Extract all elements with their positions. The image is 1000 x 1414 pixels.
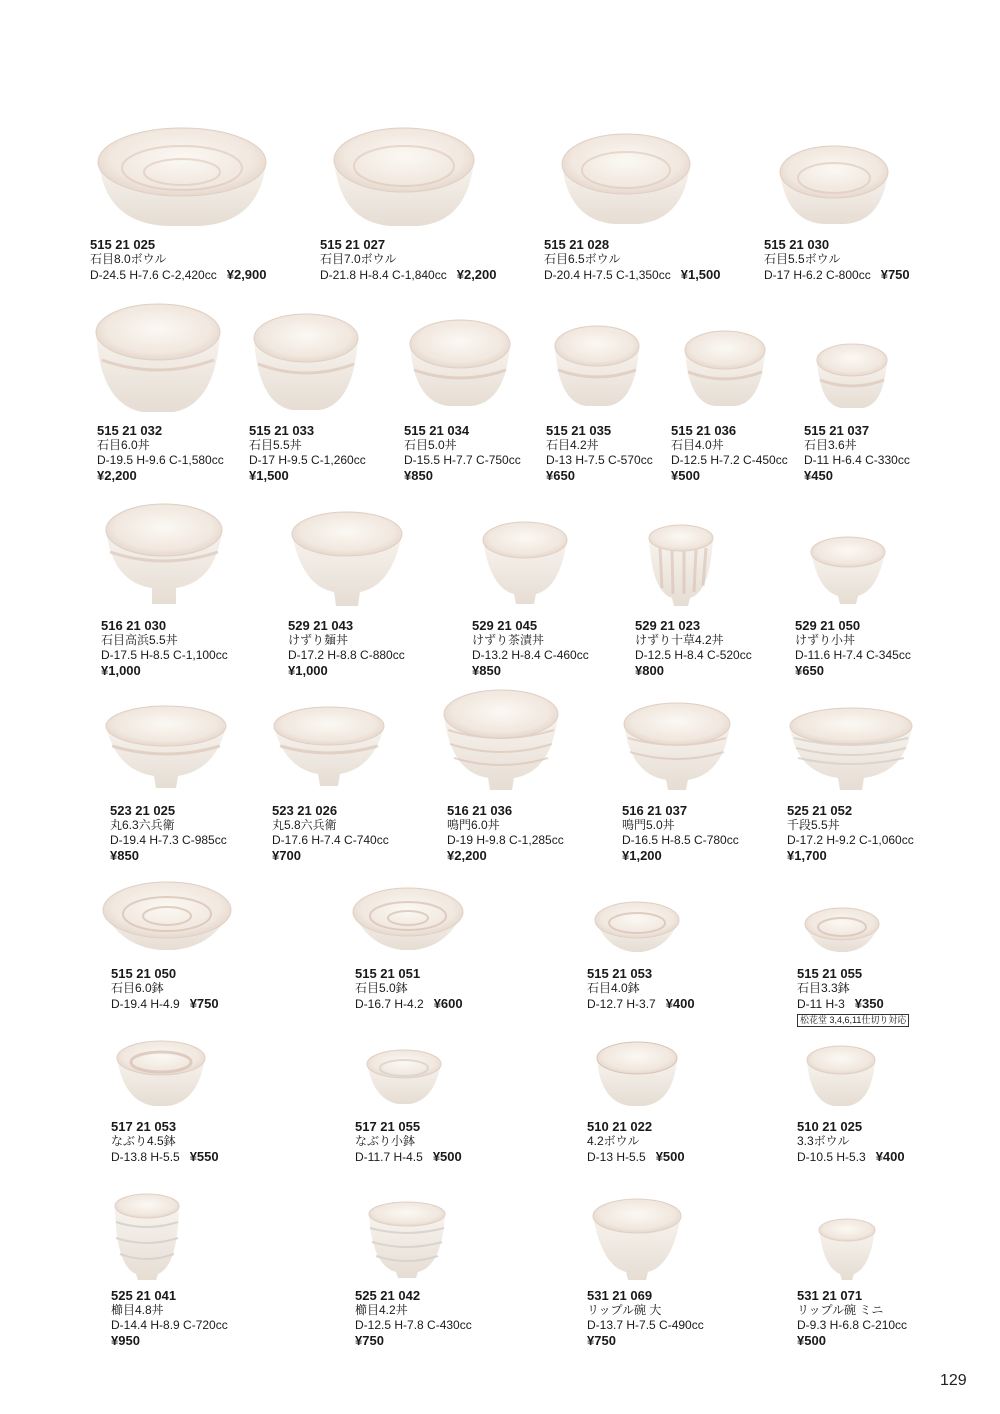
- product-name: 櫛目4.2丼: [355, 1303, 408, 1317]
- product-price: ¥650: [546, 468, 575, 483]
- product-dims: D-11.6 H-7.4 C-345cc: [795, 648, 911, 662]
- product-code: 529 21 045: [472, 618, 538, 633]
- product-name: 石目6.0鉢: [111, 981, 164, 995]
- product-name: 千段5.5丼: [787, 818, 840, 832]
- product-price: ¥450: [804, 468, 833, 483]
- product-dims: D-19.4 H-7.3 C-985cc: [110, 833, 227, 847]
- product-dims: D-17.5 H-8.5 C-1,100cc: [101, 648, 228, 662]
- product-name: けずり十草4.2丼: [635, 633, 724, 647]
- product-dims: D-19.5 H-9.6 C-1,580cc: [97, 453, 224, 467]
- product-price: ¥500: [671, 468, 700, 483]
- product-name: リップル碗 ミニ: [797, 1303, 884, 1317]
- product-code: 529 21 043: [288, 618, 354, 633]
- product-code: 515 21 028: [544, 237, 610, 252]
- product-price: ¥700: [272, 848, 301, 863]
- product-name: 石目3.6丼: [804, 438, 857, 452]
- product-price: ¥500: [797, 1333, 826, 1348]
- product-price: ¥750: [880, 267, 910, 282]
- product-code: 531 21 069: [587, 1288, 653, 1303]
- product-code: 529 21 023: [635, 618, 701, 633]
- product-dims: D-24.5 H-7.6 C-2,420cc: [90, 268, 217, 282]
- product-price: ¥750: [587, 1333, 616, 1348]
- product-name: なぶり4.5鉢: [111, 1134, 176, 1148]
- product-name: けずり小丼: [795, 633, 856, 647]
- product-dims: D-17.2 H-9.2 C-1,060cc: [787, 833, 914, 847]
- bowl-image: [646, 522, 716, 608]
- product-price: ¥400: [875, 1149, 905, 1164]
- bowl-image: [330, 118, 478, 230]
- product-dims: D-17 H-6.2 C-800cc: [764, 268, 871, 282]
- bowl-image: [802, 906, 882, 956]
- product-name: 丸5.8六兵衛: [272, 818, 337, 832]
- product-name: 3.3ボウル: [797, 1134, 850, 1148]
- product-dims: D-15.5 H-7.7 C-750cc: [404, 453, 521, 467]
- product-code: 515 21 033: [249, 423, 315, 438]
- bowl-image: [95, 122, 270, 232]
- product-code: 515 21 037: [804, 423, 870, 438]
- product-code: 523 21 026: [272, 803, 338, 818]
- product-code: 516 21 030: [101, 618, 167, 633]
- product-price: ¥2,900: [226, 267, 267, 282]
- product-dims: D-13.2 H-8.4 C-460cc: [472, 648, 589, 662]
- product-name: 櫛目4.8丼: [111, 1303, 164, 1317]
- product-name: 石目5.0鉢: [355, 981, 408, 995]
- product-dims: D-19 H-9.8 C-1,285cc: [447, 833, 564, 847]
- product-name: 石目8.0ボウル: [90, 252, 167, 266]
- product-dims: D-12.5 H-8.4 C-520cc: [635, 648, 752, 662]
- product-code: 515 21 051: [355, 966, 421, 981]
- product-dims: D-17.2 H-8.8 C-880cc: [288, 648, 405, 662]
- product-dims: D-17.6 H-7.4 C-740cc: [272, 833, 389, 847]
- page-number: 129: [940, 1372, 967, 1389]
- product-name: 石目5.5丼: [249, 438, 302, 452]
- bowl-image: [776, 142, 892, 228]
- bowl-image: [620, 700, 734, 792]
- product-price: ¥850: [110, 848, 139, 863]
- bowl-image: [350, 886, 466, 956]
- product-price: ¥750: [189, 996, 219, 1011]
- product-dims: D-19.4 H-4.9: [111, 997, 180, 1011]
- bowl-image: [270, 704, 388, 788]
- product-dims: D-13 H-5.5: [587, 1150, 646, 1164]
- product-price: ¥650: [795, 663, 824, 678]
- product-dims: D-13.8 H-5.5: [111, 1150, 180, 1164]
- product-code: 525 21 052: [787, 803, 853, 818]
- product-price: ¥1,500: [680, 267, 721, 282]
- product-dims: D-9.3 H-6.8 C-210cc: [797, 1318, 908, 1332]
- product-name: 鳴門5.0丼: [622, 818, 675, 832]
- product-name: リップル碗 大: [587, 1303, 662, 1317]
- bowl-image: [816, 1216, 878, 1282]
- product-name: けずり茶漬丼: [472, 633, 545, 647]
- product-name: 石目5.5ボウル: [764, 252, 841, 266]
- product-code: 515 21 053: [587, 966, 653, 981]
- compatibility-note: 松花堂 3,4,6,11仕切り対応: [797, 1014, 909, 1027]
- product-code: 515 21 027: [320, 237, 386, 252]
- product-price: ¥500: [655, 1149, 685, 1164]
- product-price: ¥550: [189, 1149, 219, 1164]
- product-name: けずり麺丼: [288, 633, 349, 647]
- product-code: 523 21 025: [110, 803, 176, 818]
- product-code: 517 21 055: [355, 1119, 421, 1134]
- product-dims: D-13.7 H-7.5 C-490cc: [587, 1318, 704, 1332]
- bowl-image: [102, 702, 230, 790]
- bowl-image: [440, 686, 562, 792]
- product-code: 515 21 055: [797, 966, 863, 981]
- product-code: 515 21 025: [90, 237, 156, 252]
- bowl-image: [114, 1038, 208, 1110]
- product-name: 鳴門6.0丼: [447, 818, 500, 832]
- bowl-image: [594, 1040, 680, 1110]
- product-code: 515 21 032: [97, 423, 163, 438]
- product-dims: D-12.5 H-7.8 C-430cc: [355, 1318, 472, 1332]
- product-price: ¥2,200: [456, 267, 497, 282]
- product-name: 石目6.5ボウル: [544, 252, 621, 266]
- bowl-image: [112, 1192, 182, 1282]
- bowl-image: [480, 518, 570, 606]
- product-price: ¥1,000: [288, 663, 328, 678]
- product-price: ¥350: [854, 996, 884, 1011]
- product-price: ¥750: [355, 1333, 384, 1348]
- product-price: ¥2,200: [447, 848, 487, 863]
- bowl-image: [250, 310, 362, 414]
- product-code: 525 21 042: [355, 1288, 421, 1303]
- product-price: ¥950: [111, 1333, 140, 1348]
- bowl-image: [804, 1044, 878, 1108]
- bowl-image: [366, 1200, 448, 1280]
- product-code: 515 21 050: [111, 966, 177, 981]
- product-name: なぶり小鉢: [355, 1134, 416, 1148]
- product-price: ¥2,200: [97, 468, 137, 483]
- product-dims: D-14.4 H-8.9 C-720cc: [111, 1318, 228, 1332]
- product-code: 525 21 041: [111, 1288, 177, 1303]
- product-dims: D-11 H-6.4 C-330cc: [804, 453, 910, 467]
- product-dims: D-11.7 H-4.5: [355, 1150, 423, 1164]
- bowl-image: [590, 1196, 684, 1282]
- bowl-image: [102, 500, 226, 608]
- product-code: 531 21 071: [797, 1288, 863, 1303]
- product-name: 石目6.0丼: [97, 438, 150, 452]
- product-dims: D-20.4 H-7.5 C-1,350cc: [544, 268, 671, 282]
- product-price: ¥850: [472, 663, 501, 678]
- product-dims: D-16.5 H-8.5 C-780cc: [622, 833, 739, 847]
- bowl-image: [406, 316, 514, 410]
- product-code: 515 21 035: [546, 423, 612, 438]
- product-price: ¥1,500: [249, 468, 289, 483]
- product-dims: D-16.7 H-4.2: [355, 997, 424, 1011]
- bowl-image: [592, 900, 682, 956]
- product-price: ¥1,700: [787, 848, 827, 863]
- bowl-image: [364, 1048, 444, 1106]
- product-price: ¥600: [433, 996, 463, 1011]
- product-price: ¥1,000: [101, 663, 141, 678]
- product-dims: D-13 H-7.5 C-570cc: [546, 453, 653, 467]
- product-dims: D-12.5 H-7.2 C-450cc: [671, 453, 788, 467]
- product-price: ¥500: [432, 1149, 462, 1164]
- product-dims: D-17 H-9.5 C-1,260cc: [249, 453, 366, 467]
- product-name: 石目5.0丼: [404, 438, 457, 452]
- product-code: 516 21 036: [447, 803, 513, 818]
- product-price: ¥400: [665, 996, 695, 1011]
- bowl-image: [100, 880, 234, 956]
- product-price: ¥1,200: [622, 848, 662, 863]
- product-name: 石目7.0ボウル: [320, 252, 397, 266]
- product-name: 石目高浜5.5丼: [101, 633, 178, 647]
- bowl-image: [682, 326, 768, 410]
- product-code: 516 21 037: [622, 803, 688, 818]
- product-code: 510 21 025: [797, 1119, 863, 1134]
- bowl-image: [558, 128, 694, 228]
- product-code: 515 21 034: [404, 423, 470, 438]
- product-name: 石目3.3鉢: [797, 981, 850, 995]
- product-price: ¥800: [635, 663, 664, 678]
- bowl-image: [552, 322, 642, 410]
- product-dims: D-11 H-3: [797, 997, 845, 1011]
- product-code: 515 21 036: [671, 423, 737, 438]
- bowl-image: [808, 534, 888, 606]
- product-name: 4.2ボウル: [587, 1134, 640, 1148]
- product-dims: D-21.8 H-8.4 C-1,840cc: [320, 268, 447, 282]
- bowl-image: [814, 340, 890, 412]
- product-name: 石目4.0丼: [671, 438, 724, 452]
- product-code: 529 21 050: [795, 618, 861, 633]
- bowl-image: [288, 508, 406, 608]
- product-code: 517 21 053: [111, 1119, 177, 1134]
- bowl-image: [92, 300, 224, 416]
- bowl-image: [786, 704, 916, 792]
- product-name: 石目4.2丼: [546, 438, 599, 452]
- product-code: 510 21 022: [587, 1119, 653, 1134]
- product-name: 丸6.3六兵衛: [110, 818, 175, 832]
- product-dims: D-10.5 H-5.3: [797, 1150, 866, 1164]
- product-code: 515 21 030: [764, 237, 830, 252]
- product-name: 石目4.0鉢: [587, 981, 640, 995]
- product-dims: D-12.7 H-3.7: [587, 997, 656, 1011]
- product-price: ¥850: [404, 468, 433, 483]
